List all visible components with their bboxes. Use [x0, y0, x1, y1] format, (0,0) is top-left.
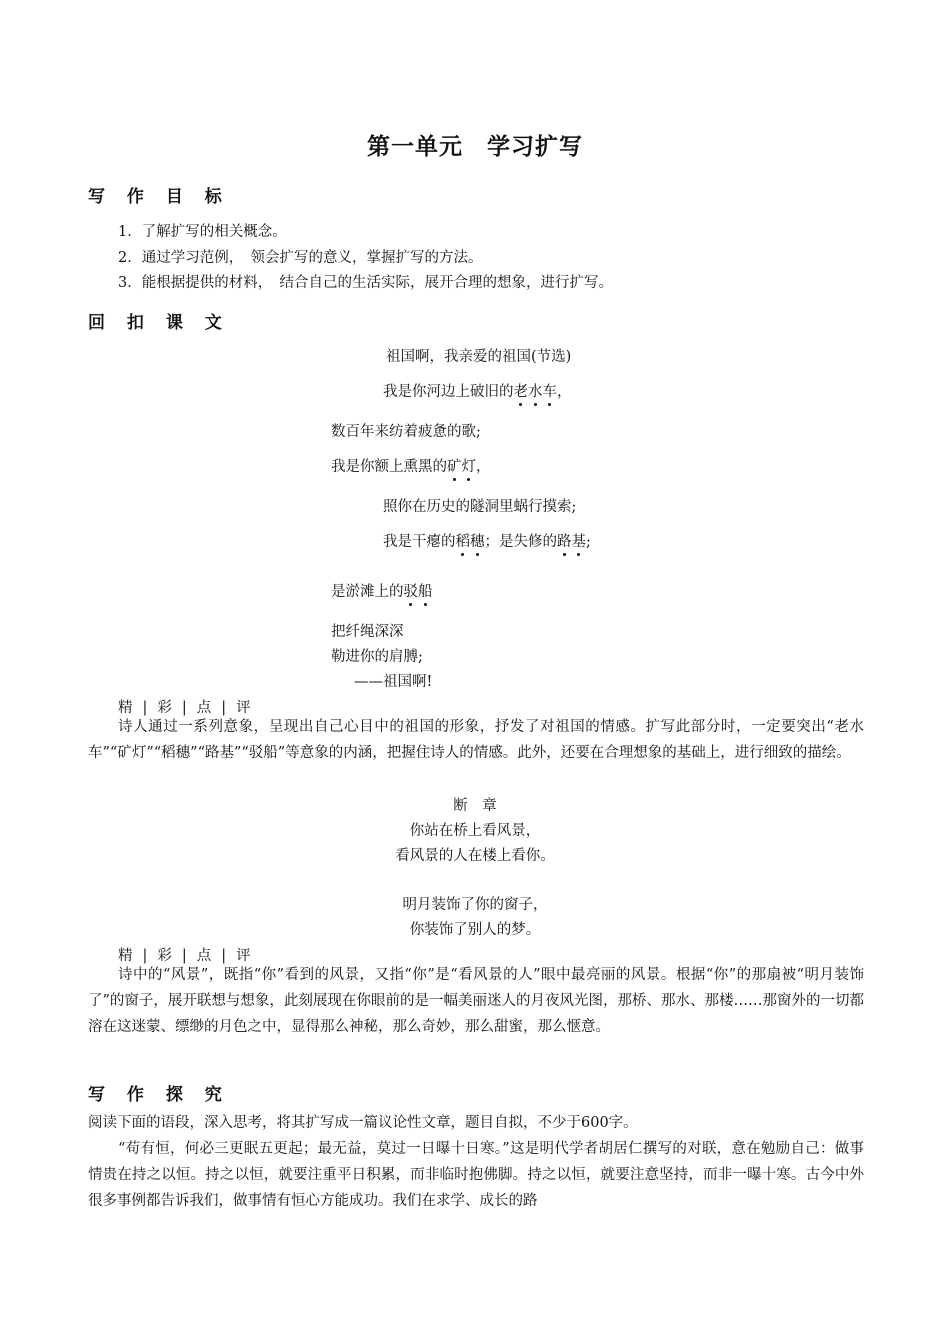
- comment-paragraph-2: 诗中的“风景”，既指“你”看到的风景，又指“你”是“看风景的人”眼中最亮丽的风景。根据“你”的那扇被“明月装饰了”的窗子，展开联想与想象，此刻展现在你眼前的是一幅美丽迷人的月夜风光图，那桥、那水、那楼……那窗外的一切都溶在这迷蒙、缥缈的月色之中，显得那么神秘，那么奇妙，那么甜蜜，那么惬意。: [88, 967, 864, 1035]
- review-label-2: 精|彩|点|评: [118, 948, 261, 964]
- comment-paragraph-1: 诗人通过一系列意象，呈现出自己心目中的祖国的形象，抒发了对祖国的情感。扩写此部分时，一定要突出“老水车”“矿灯”“稻穗”“路基”“驳船”等意象的内涵，把握住诗人的情感。此外，还要在合理想象的基础上，进行细致的描绘。: [88, 719, 864, 761]
- poem2-line-4: 你装饰了别人的梦。: [409, 922, 541, 938]
- explore-passage: “苟有恒，何必三更眠五更起；最无益，莫过一日曝十日寒。”这是明代学者胡居仁撰写的对联，意在勉励自己：做事情贵在持之以恒。持之以恒，就要注重平日积累，而非临时抱佛脚。持之以恒，就要注意坚持，而非一曝十寒。古今中外很多事例都告诉我们，做事情有恒心方能成功。我们在求学、成长的路: [88, 1141, 864, 1209]
- poem1-line-7: 把纤绳深深: [331, 624, 404, 640]
- page-title: 第一单元 学习扩写: [367, 134, 583, 160]
- poem2-line-2: 看风景的人在楼上看你。: [395, 848, 555, 864]
- poem1-line-9: ——祖国啊!: [354, 674, 433, 690]
- section-heading-goals: 写 作 目 标: [88, 187, 230, 207]
- goal-item-3: 3．能根据提供的材料， 结合自己的生活实际，展开合理的想象，进行扩写。: [118, 275, 613, 291]
- poem1-line-3: 我是你额上熏黑的矿灯，: [331, 459, 491, 475]
- section-heading-review: 回 扣 课 文: [88, 313, 230, 333]
- poem1-line-6: 是淤滩上的驳船: [331, 584, 433, 600]
- poem1-line-8: 勒进你的肩膊;: [331, 649, 423, 665]
- poem1-line-5: 我是干瘪的稻穗；是失修的路基;: [383, 534, 591, 550]
- poem1-title: 祖国啊，我亲爱的祖国(节选): [386, 349, 572, 365]
- section-heading-explore: 写 作 探 究: [88, 1085, 230, 1105]
- poem1-line-1: 我是你河边上破旧的老水车，: [383, 384, 572, 400]
- poem2-line-1: 你站在桥上看风景，: [409, 823, 541, 839]
- explore-instruction: 阅读下面的语段，深入思考，将其扩写成一篇议论性文章，题目自拟，不少于600字。: [88, 1115, 638, 1131]
- poem1-line-2: 数百年来纺着疲惫的歌;: [331, 424, 481, 440]
- review-label-1: 精|彩|点|评: [118, 700, 261, 716]
- poem1-line-4: 照你在历史的隧洞里蜗行摸索;: [383, 499, 577, 515]
- goal-item-1: 1．了解扩写的相关概念。: [118, 224, 287, 240]
- goal-item-2: 2．通过学习范例， 领会扩写的意义，掌握扩写的方法。: [118, 250, 483, 266]
- poem2-line-3: 明月装饰了你的窗子，: [402, 897, 548, 913]
- poem2-title: 断 章: [453, 798, 497, 814]
